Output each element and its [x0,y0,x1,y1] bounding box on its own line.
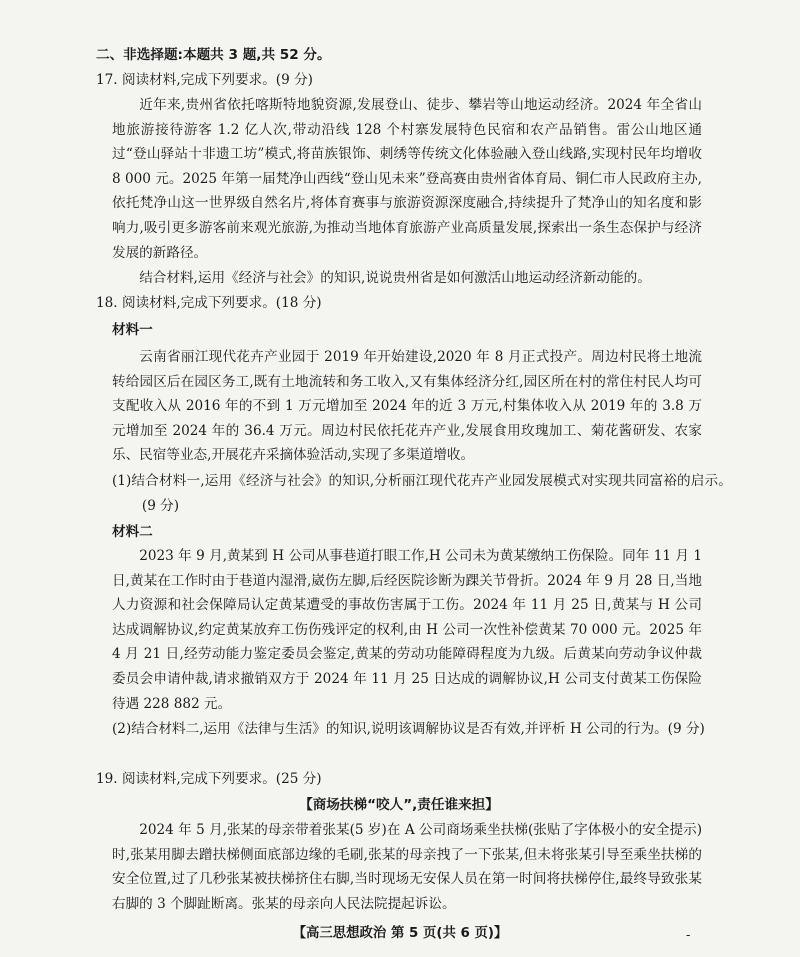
q18-question1: (1)结合材料一,运用《经济与社会》的知识,分析丽江现代花卉产业园发展模式对实现共同富裕的启示。(9 分) [112,473,732,514]
q19-heading: 19. 阅读材料,完成下列要求。(25 分) [96,771,322,787]
q18-heading: 18. 阅读材料,完成下列要求。(18 分) [96,295,322,311]
corner-mark: - [686,928,691,943]
q17-question: 结合材料,运用《经济与社会》的知识,说说贵州省是如何激活山地运动经济新动能的。 [139,270,651,286]
q19-title: 【商场扶梯“咬人”,责任谁来担】 [299,797,499,813]
q18-material1-label: 材料一 [112,322,153,338]
q18-question2: (2)结合材料二,运用《法律与生活》的知识,说明该调解协议是否有效,并评析 H 公司的行为。(9 分) [112,721,705,737]
q17-material: 近年来,贵州省依托喀斯特地貌资源,发展登山、徒步、攀岩等山地运动经济。2024 年全省山地旅游接待游客 1.2 亿人次,带动沿线 128 个村寨发展特色民宿和农产品销售。雷公山地区通过“登山驿站十非遗工坊”模式,将苗族银饰、刺绣等传统文化体验融入登山线路,实现村民年均增收 8 000 元。2025 年第一届梵净山西线“登山见未来”登高赛由贵州省体育局、铜仁市人民政府主办,依托梵净山这一世界级自然名片,将体育赛事与旅游资源深度融合,持续提升了梵净山的知名度和影响力,吸引更多游客前来观光旅游,为推动当地体育旅游产业高质量发展,探索出一条生态保护与经济发展的新路径。 [112,97,702,261]
q19-material: 2024 年 5 月,张某的母亲带着张某(5 岁)在 A 公司商场乘坐扶梯(张贴了字体极小的安全提示)时,张某用脚去蹭扶梯侧面底部边缘的毛刷,张某的母亲拽了一下张某,但未将张某引导至乘坐扶梯的安全位置,过了几秒张某被扶梯挤住右脚,当时现场无安保人员在第一时间将扶梯停住,最终导致张某右脚的 3 个脚趾断离。张某的母亲向人民法院提起诉讼。 [112,822,702,912]
page-footer: 【高三思想政治 第 5 页(共 6 页)】 [292,926,508,941]
q18-material2-label: 材料二 [112,524,153,540]
section-title: 二、非选择题:本题共 3 题,共 52 分。 [96,47,331,63]
q18-material1: 云南省丽江现代花卉产业园于 2019 年开始建设,2020 年 8 月正式投产。周边村民将土地流转给园区后在园区务工,既有土地流转和务工收入,又有集体经济分红,园区所在村的常住村民人均可支配收入从 2016 年的不到 1 万元增加至 2024 年的近 3 万元,村集体收入从 2019 年的 3.8 万元增加至 2024 年的 36.4 万元。周边村民依托花卉产业,发展食用玫瑰加工、菊花酱研发、农家乐、民宿等业态,开展花卉采摘体验活动,实现了多渠道增收。 [112,349,702,464]
q17-heading: 17. 阅读材料,完成下列要求。(9 分) [96,72,313,88]
q18-material2: 2023 年 9 月,黄某到 H 公司从事巷道打眼工作,H 公司未为黄某缴纳工伤保险。同年 11 月 1 日,黄某在工作时由于巷道内湿滑,崴伤左脚,后经医院诊断为踝关节骨折。2024 年 9 月 28 日,当地人力资源和社会保障局认定黄某遭受的事故伤害属于工伤。2024 年 11 月 25 日,黄某与 H 公司达成调解协议,约定黄某放弃工伤伤残评定的权利,由 H 公司一次性补偿黄某 70 000 元。2025 年 4 月 21 日,经劳动能力鉴定委员会鉴定,黄某的劳动功能障碍程度为九级。后黄某向劳动争议仲裁委员会申请仲裁,请求撤销双方于 2024 年 11 月 25 日达成的调解协议,H 公司支付黄某工伤保险待遇 228 882 元。 [112,548,702,712]
